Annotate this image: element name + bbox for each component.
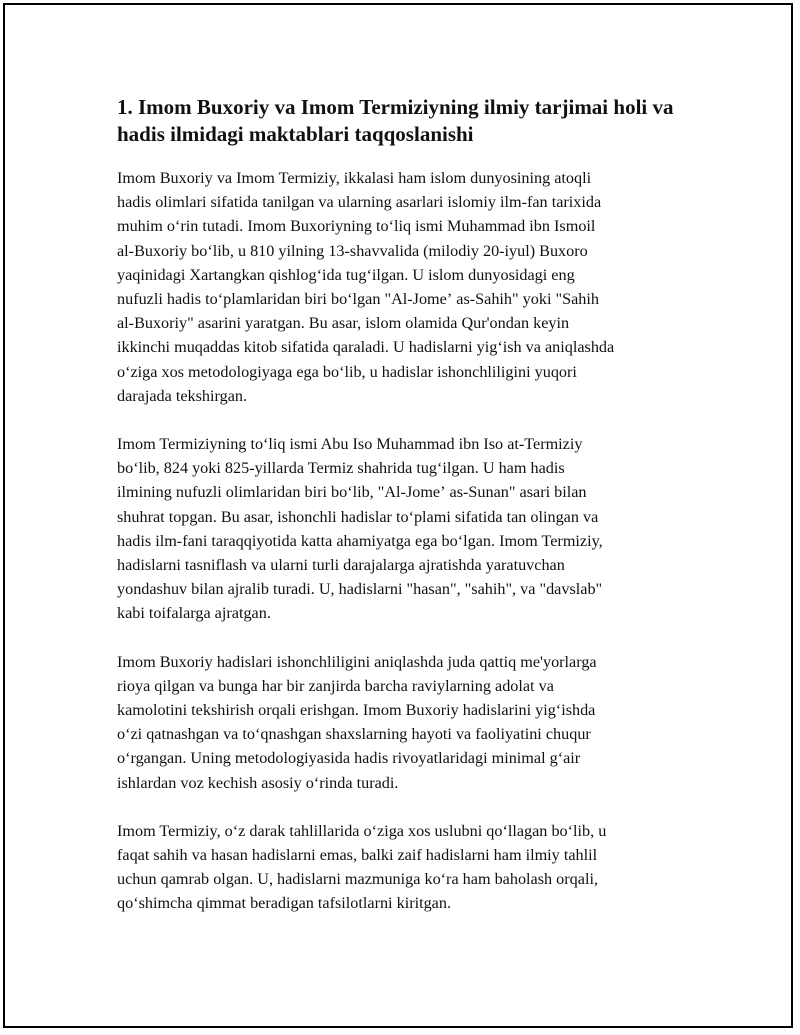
- paragraph-4: Imom Termiziy, oʻz darak tahlillarida oʻziga xos uslubni qoʻllagan boʻlib, u faqat sahih va hasan hadislarni emas, balki zaif hadislarni ham ilmiy tahlil uchun qamrab olgan. U, hadislarni mazmuniga koʻra ham baholash orqali, qoʻshimcha qimmat beradigan tafsilotlarni kiritgan.: [117, 821, 607, 913]
- paragraph-2: Imom Termiziyning toʻliq ismi Abu Iso Muhammad ibn Iso at-Termiziy boʻlib, 824 yoki 825-yillarda Termiz shahrida tugʻilgan. U ham hadis ilmining nufuzli olimlaridan biri boʻlib, "Al-Jomeʼ as-Sunan" asari bilan shuhrat topgan. Bu asar, ishonchli hadislar toʻplami sifatida tan olingan va hadis ilm-fani taraqqiyotida katta ahamiyatga ega boʻlgan. Imom Termiziy, hadislarni tasniflash va ularni turli darajalarga ajratishda yaratuvchan yondashuv bilan ajralib turadi. U, hadislarni "hasan", "sahih", va "davslab" kabi toifalarga ajratgan.: [117, 435, 603, 623]
- document-body: [117, 94, 717, 940]
- paragraph-3: Imom Buxoriy hadislari ishonchliligini aniqlashda juda qattiq me'yorlarga rioya qilgan va bunga har bir zanjirda barcha raviylarning adolat va kamolotini tekshirish orqali erishgan. Imom Buxoriy hadislarini yigʻishda oʻzi qatnashgan va toʻqnashgan shaxslarning hayoti va faoliyatini chuqur oʻrgangan. Uning metodologiyasida hadis rivoyatlaridagi minimal gʻair ishlardan voz kechish asosiy oʻrinda turadi.: [117, 652, 597, 792]
- section-heading: 1. Imom Buxoriy va Imom Termiziyning ilmiy tarjimai holi va hadis ilmidagi maktablari taqqoslanishi: [117, 95, 674, 146]
- paragraph-1: Imom Buxoriy va Imom Termiziy, ikkalasi ham islom dunyosining atoqli hadis olimlari sifatida tanilgan va ularning asarlari islomiy ilm-fan tarixida muhim oʻrin tutadi. Imom Buxoriyning toʻliq ismi Muhammad ibn Ismoil al-Buxoriy boʻlib, u 810 yilning 13-shavvalida (milodiy 20-iyul) Buxoro yaqinidagi Xartangkan qishlogʻida tugʻilgan. U islom dunyosidagi eng nufuzli hadis toʻplamlaridan biri boʻlgan "Al-Jomeʼ as-Sahih" yoki "Sahih al-Buxoriy" asarini yaratgan. Bu asar, islom olamida Qur'ondan keyin ikkinchi muqaddas kitob sifatida qaraladi. U hadislarni yigʻish va aniqlashda oʻziga xos metodologiyaga ega boʻlib, u hadislar ishonchliligini yuqori darajada tekshirgan.: [117, 169, 615, 405]
